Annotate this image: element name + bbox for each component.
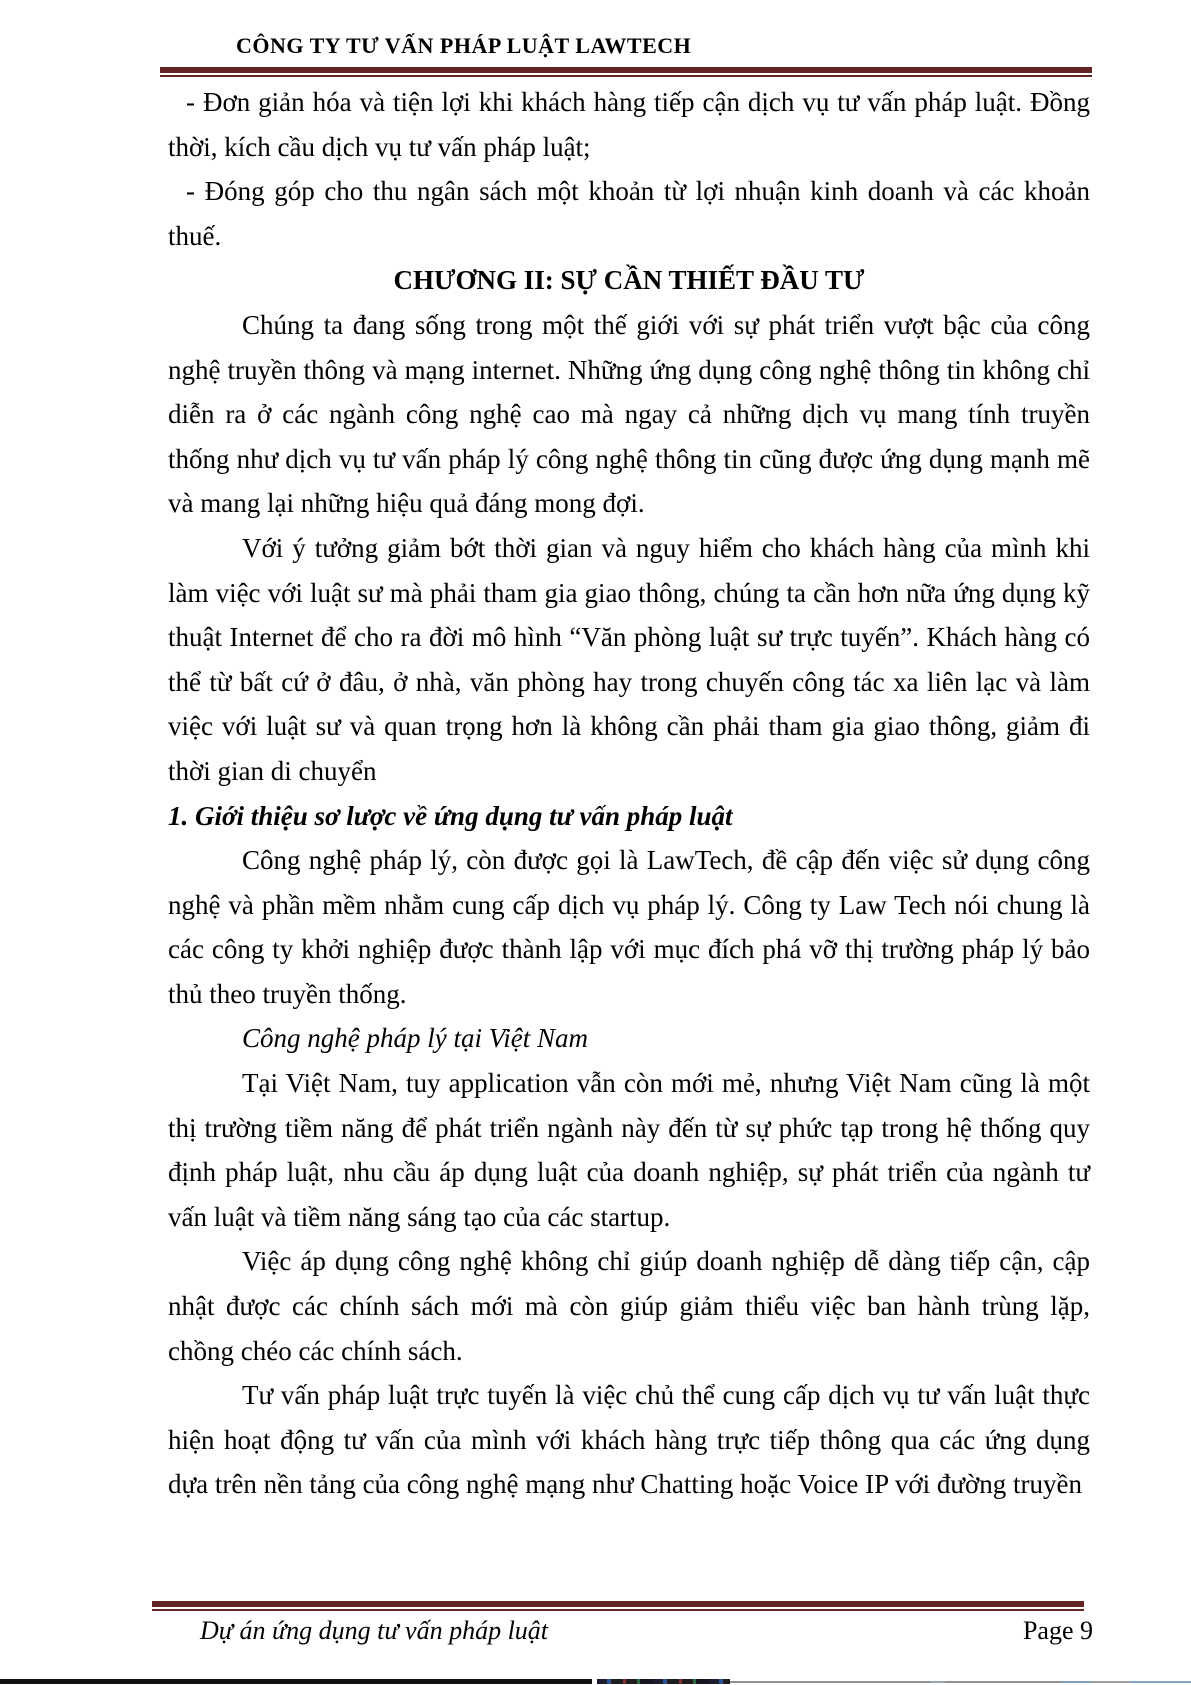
page-header (168, 0, 1090, 77)
document-body (168, 80, 1090, 1507)
paragraph-body: Việc áp dụng công nghệ không chỉ giúp doanh nghiệp dễ dàng tiếp cận, cập nhật được các chính sách mới mà còn giúp giảm thiểu việc ban hành trùng lặp, chồng chéo các chính sách. (168, 1246, 1090, 1366)
paragraph-italic-subheading: Công nghệ pháp lý tại Việt Nam (242, 1023, 588, 1054)
taskbar-edge-colored-segment (597, 1679, 730, 1684)
paragraph-chapter-heading: CHƯƠNG II: SỰ CẦN THIẾT ĐẦU TƯ (393, 265, 865, 296)
paragraph-body: Tại Việt Nam, tuy application vẫn còn mới mẻ, nhưng Việt Nam cũng là một thị trường tiềm năng để phát triển ngành này đến từ sự phức tạp trong hệ thống quy định pháp luật, nhu cầu áp dụng luật của doanh nghiệp, sự phát triển của ngành tư vấn luật và tiềm năng sáng tạo của các startup. (168, 1068, 1090, 1232)
footer-page-number: Page 9 (1022, 1616, 1093, 1645)
taskbar-edge-light-segment (730, 1681, 1191, 1683)
footer-rule (152, 1601, 1084, 1611)
paragraph-body: Công nghệ pháp lý, còn được gọi là LawTech, đề cập đến việc sử dụng công nghệ và phần mềm nhằm cung cấp dịch vụ pháp lý. Công ty Law Tech nói chung là các công ty khởi nghiệp được thành lập với mục đích phá vỡ thị trường pháp lý bảo thủ theo truyền thống. (168, 845, 1090, 1009)
paragraph-body: Chúng ta đang sống trong một thế giới với sự phát triển vượt bậc của công nghệ truyền thông và mạng internet. Những ứng dụng công nghệ thông tin không chỉ diễn ra ở các ngành công nghệ cao mà ngay cả những dịch vụ mang tính truyền thống như dịch vụ tư vấn pháp lý công nghệ thông tin cũng được ứng dụng mạnh mẽ và mang lại những hiệu quả đáng mong đợi. (168, 309, 1090, 519)
paragraph-body: Tư vấn pháp luật trực tuyến là việc chủ thể cung cấp dịch vụ tư vấn luật thực hiện hoạt động tư vấn của mình với khách hàng trực tiếp thông qua các ứng dụng dựa trên nền tảng của công nghệ mạng như Chatting hoặc Voice IP với đường truyền (168, 1380, 1090, 1500)
header-rule (160, 67, 1092, 77)
screenshot-bottom-edge (0, 1678, 1191, 1685)
header-rule-thin-line (160, 75, 1092, 77)
taskbar-edge-dark-segment (0, 1679, 592, 1684)
footer-rule-thin-line (152, 1609, 1084, 1611)
paragraph-dash: - Đóng góp cho thu ngân sách một khoản từ lợi nhuận kinh doanh và các khoản thuế. (168, 176, 1090, 251)
paragraph-section-heading: 1. Giới thiệu sơ lược về ứng dụng tư vấn pháp luật (168, 800, 733, 831)
footer-project-title: Dự án ứng dụng tư vấn pháp luật (200, 1616, 549, 1645)
header-company-title: CÔNG TY TƯ VẤN PHÁP LUẬT LAWTECH (236, 33, 692, 58)
paragraph-dash: - Đơn giản hóa và tiện lợi khi khách hàng tiếp cận dịch vụ tư vấn pháp luật. Đồng thời, kích cầu dịch vụ tư vấn pháp luật; (168, 87, 1090, 162)
page-footer (168, 1613, 1093, 1649)
paragraph-body: Với ý tưởng giảm bớt thời gian và nguy hiểm cho khách hàng của mình khi làm việc với luật sư mà phải tham gia giao thông, chúng ta cần hơn nữa ứng dụng kỹ thuật Internet để cho ra đời mô hình “Văn phòng luật sư trực tuyến”. Khách hàng có thể từ bất cứ ở đâu, ở nhà, văn phòng hay trong chuyến công tác xa liên lạc và làm việc với luật sư và quan trọng hơn là không cần phải tham gia giao thông, giảm đi thời gian di chuyển (168, 532, 1090, 786)
